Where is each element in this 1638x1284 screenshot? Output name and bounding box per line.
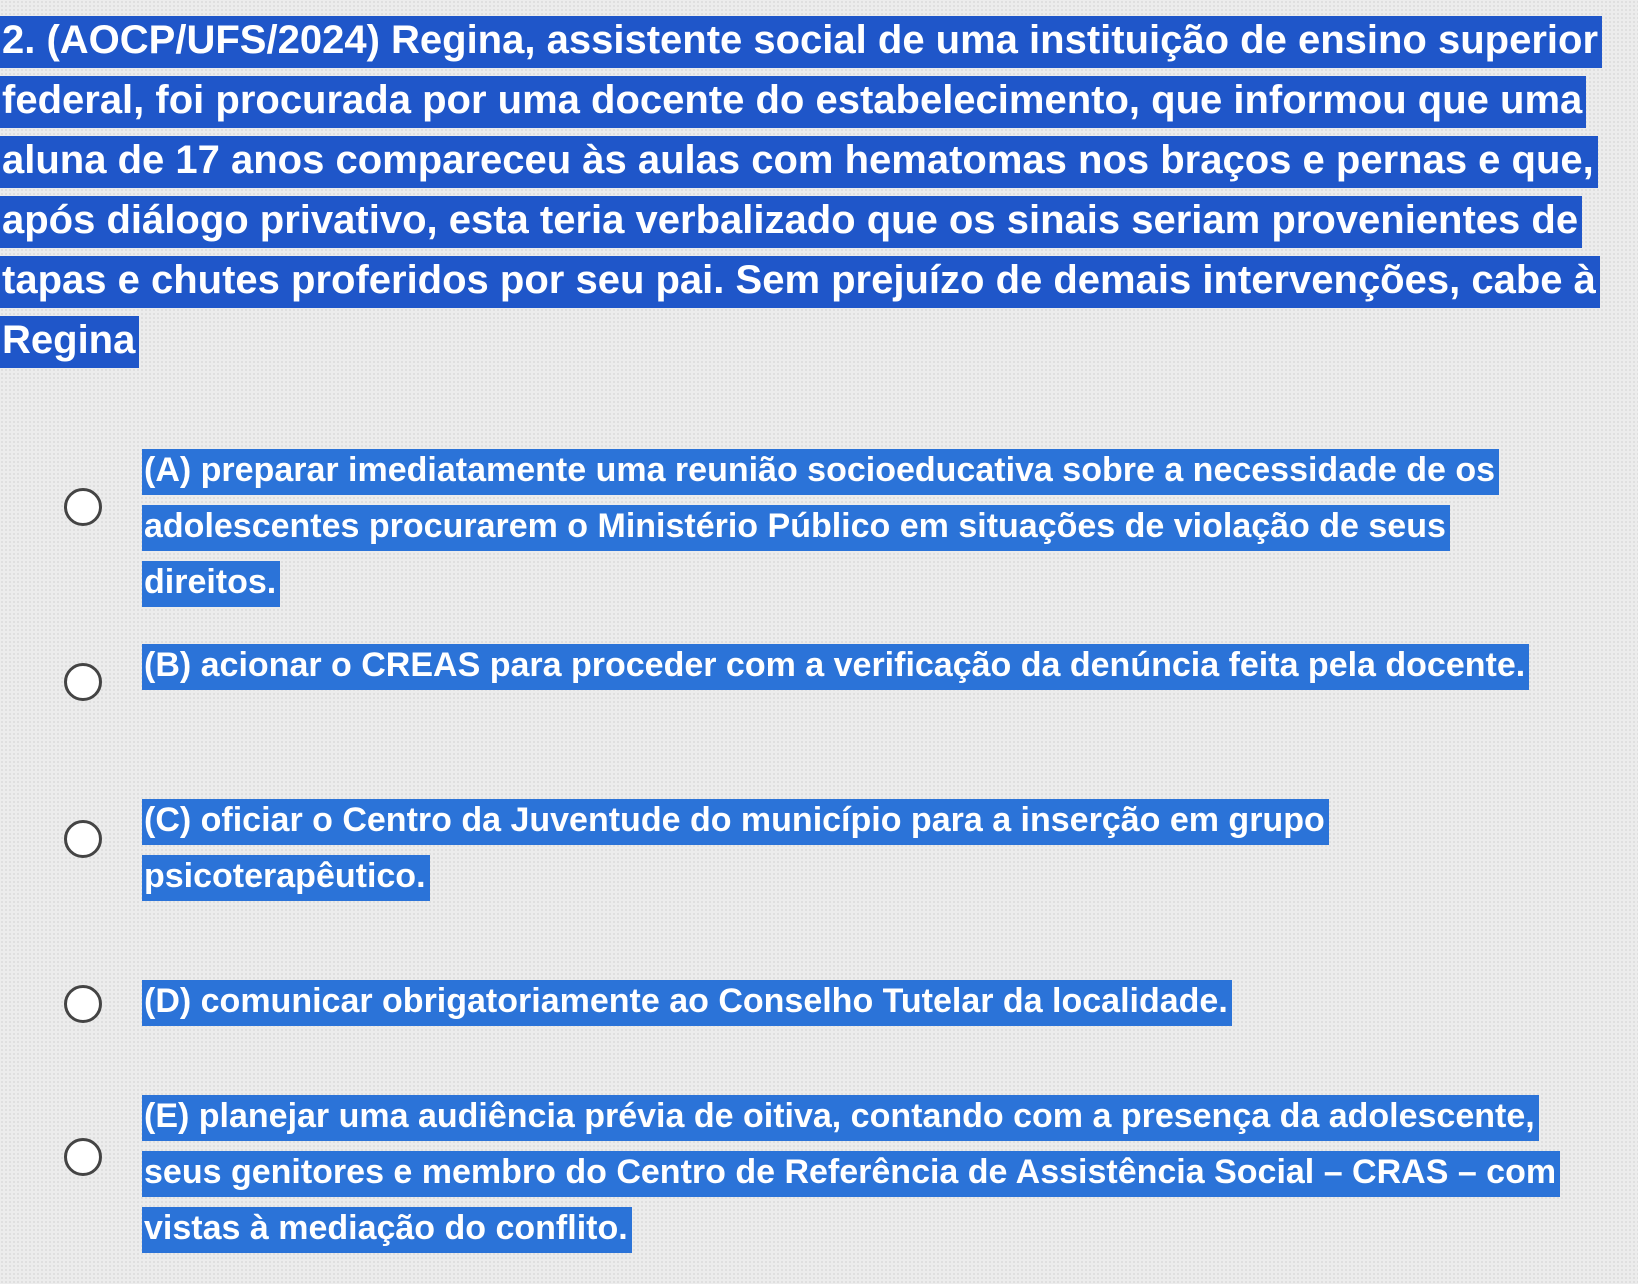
option-a-text-block — [142, 442, 1582, 610]
option-b-text: (B) acionar o CREAS para proceder com a verificação da denúncia feita pela docente. — [142, 644, 1529, 690]
option-b-text-block — [142, 637, 1582, 693]
radio-button-d[interactable] — [64, 985, 102, 1023]
option-a[interactable] — [0, 448, 1600, 618]
radio-button-b[interactable] — [64, 663, 102, 701]
option-c-text-block — [142, 792, 1582, 904]
radio-button-a[interactable] — [64, 488, 102, 526]
radio-button-e[interactable] — [64, 1138, 102, 1176]
option-d-text: (D) comunicar obrigatoriamente ao Conselho Tutelar da localidade. — [142, 980, 1232, 1026]
option-a-text: (A) preparar imediatamente uma reunião socioeducativa sobre a necessidade de os adolescentes procurarem o Ministério Público em situações de violação de seus direitos. — [142, 449, 1499, 607]
option-e-text-block — [142, 1088, 1582, 1256]
question-text: 2. (AOCP/UFS/2024) Regina, assistente social de uma instituição de ensino superior federal, foi procurada por uma docente do estabelecimento, que informou que uma aluna de 17 anos compareceu às aulas com hematomas nos braços e pernas e que, após diálogo privativo, esta teria verbalizado que os sinais seriam provenientes de tapas e chutes proferidos por seu pai. Sem prejuízo de demais intervenções, cabe à Regina — [0, 16, 1602, 368]
question-text-block — [0, 10, 1600, 370]
option-b[interactable] — [0, 645, 1600, 815]
option-d-text-block — [142, 973, 1582, 1029]
option-c-text: (C) oficiar o Centro da Juventude do município para a inserção em grupo psicoterapêutico. — [142, 799, 1329, 901]
option-e[interactable] — [0, 1096, 1600, 1266]
option-e-text: (E) planejar uma audiência prévia de oitiva, contando com a presença da adolescente, seus genitores e membro do Centro de Referência de Assistência Social – CRAS – com vistas à mediação do conflito. — [142, 1095, 1560, 1253]
radio-button-c[interactable] — [64, 820, 102, 858]
option-c[interactable] — [0, 802, 1600, 972]
